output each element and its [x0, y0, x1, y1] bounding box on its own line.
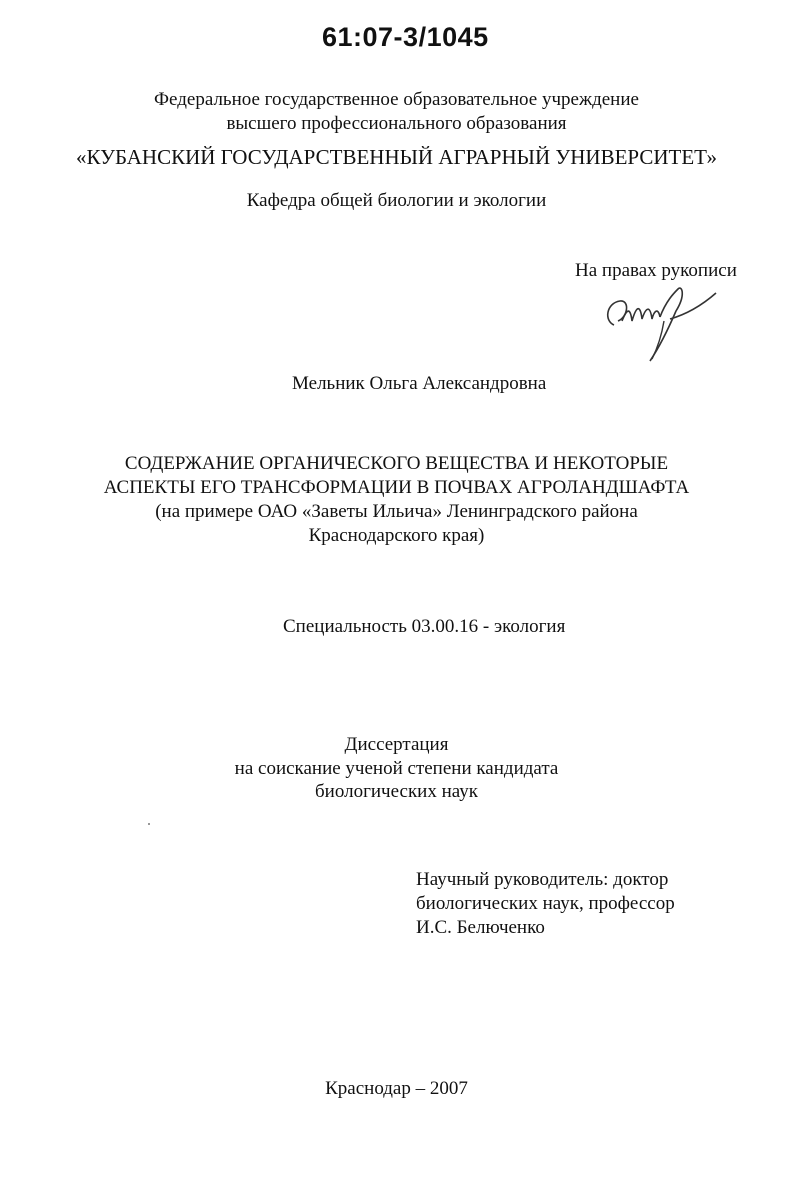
university-name: «КУБАНСКИЙ ГОСУДАРСТВЕННЫЙ АГРАРНЫЙ УНИВЕРСИТЕТ» [76, 145, 717, 169]
title-line-1: СОДЕРЖАНИЕ ОРГАНИЧЕСКОГО ВЕЩЕСТВА И НЕКОТОРЫЕ [124, 453, 669, 474]
author-name: Мельник Ольга Александровна [292, 373, 547, 394]
city-year: Краснодар – 2007 [325, 1078, 468, 1099]
dissertation-line-1: Диссертация [344, 734, 449, 755]
title-line-2: АСПЕКТЫ ЕГО ТРАНСФОРМАЦИИ В ПОЧВАХ АГРОЛАНДШАФТА [103, 477, 690, 498]
supervisor-line-2: биологических наук, профессор [416, 893, 675, 914]
institution-line-2: высшего профессионального образования [226, 113, 567, 134]
dissertation-title [0, 452, 793, 548]
dissertation-line-2: на соискание ученой степени кандидата [234, 758, 559, 779]
supervisor-line-3: И.С. Белюченко [416, 917, 545, 938]
supervisor-line-1: Научный руководитель: доктор [416, 869, 669, 890]
manuscript-note: На правах рукописи [575, 260, 737, 281]
institution-line-1: Федеральное государственное образовательное учреждение [154, 89, 639, 110]
subtitle-line-1: (на примере ОАО «Заветы Ильича» Ленинградского района [155, 501, 638, 522]
supervisor-block [416, 868, 675, 940]
subtitle-line-2: Краснодарского края) [308, 525, 485, 546]
signature [600, 281, 730, 366]
specialty: Специальность 03.00.16 - экология [283, 616, 566, 637]
department: Кафедра общей биологии и экологии [246, 190, 547, 211]
dissertation-line-3: биологических наук [315, 781, 478, 802]
archive-code: 61:07-3/1045 [322, 22, 489, 52]
scan-speck [148, 823, 150, 825]
